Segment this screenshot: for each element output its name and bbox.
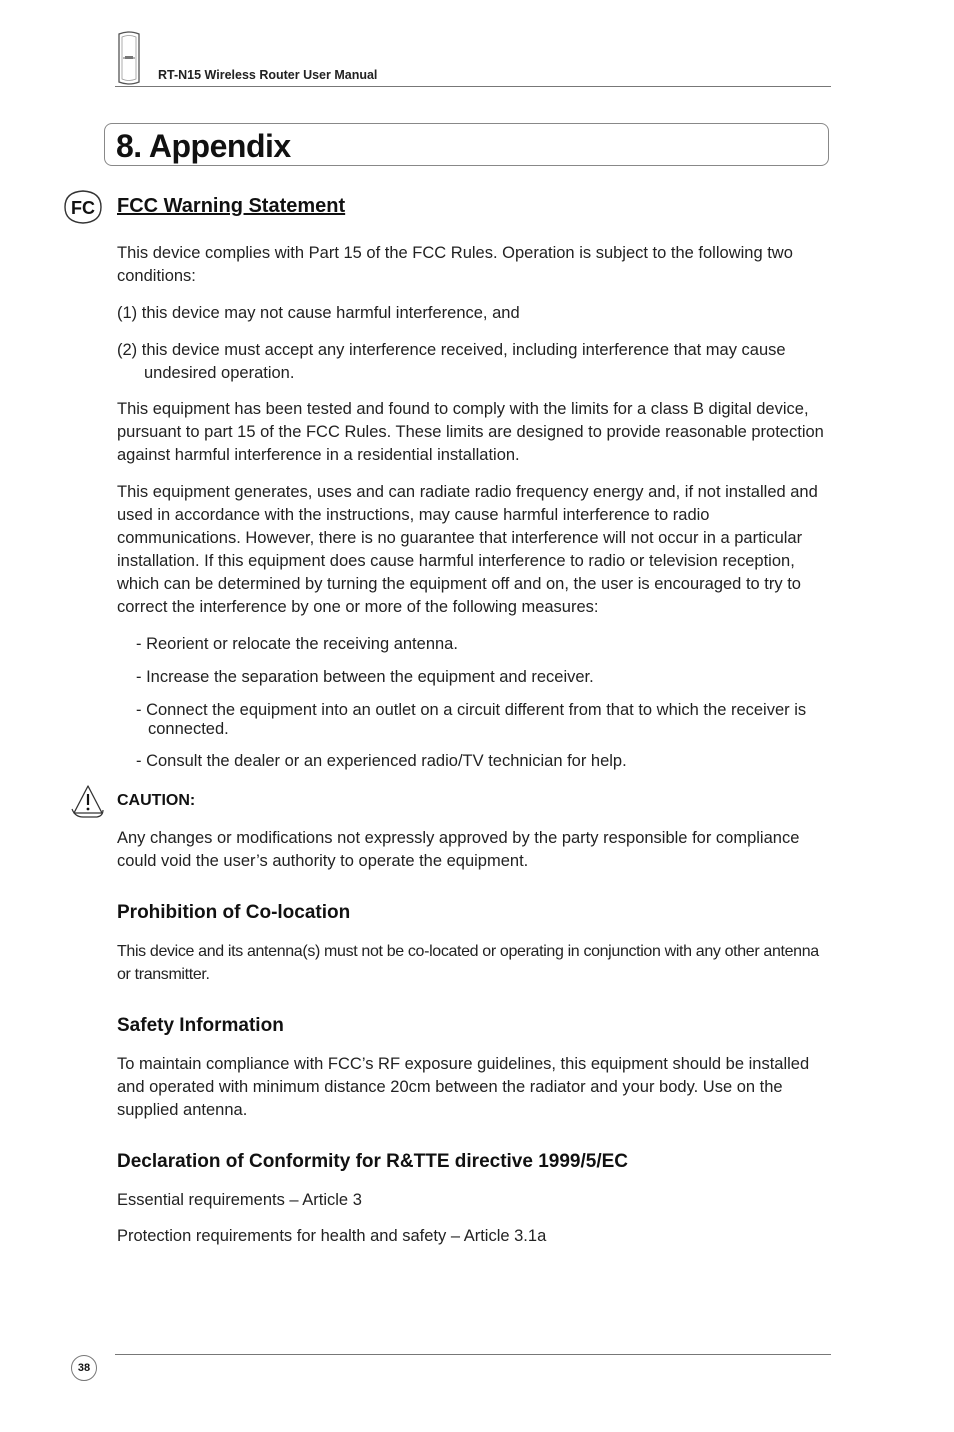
measure-item: - Consult the dealer or an experienced radio/TV technician for help. [136,752,627,770]
doc-heading: Declaration of Conformity for R&TTE directive 1999/5/EC [117,1151,629,1172]
fcc-paragraph-3: This equipment generates, uses and can radiate radio frequency energy and, if not installed and used in accordance with the instructions, may cause harmful interference to radio communications. However, there is no guarantee that interference will not occur in a particular installation. If this equipment does cause harmful interference to radio or television reception, which can be determined by turning the equipment off and on, the user is encouraged to try to correct the interference by one or more of the following measures: [117,483,818,616]
fcc-paragraph-1: This device complies with Part 15 of the FCC Rules. Operation is subject to the following two conditions: [117,244,793,285]
fcc-paragraph-2: This equipment has been tested and found to comply with the limits for a class B digital device, pursuant to part 15 of the FCC Rules. These limits are designed to provide reasonable protection against harmful interference in a residential installation. [117,400,824,464]
safety-text: To maintain compliance with FCC’s RF exposure guidelines, this equipment should be installed and operated with minimum distance 20cm between the radiator and your body. Use on the supplied antenna. [117,1055,810,1119]
fcc-logo-icon [61,188,105,226]
caution-label: CAUTION: [117,792,196,809]
colocation-heading: Prohibition of Co-location [117,902,351,923]
measure-item: - Reorient or relocate the receiving antenna. [136,635,458,653]
footer-divider [115,1354,831,1355]
colocation-text: This device and its antenna(s) must not be co-located or operating in conjunction with any other antenna or transmitter. [117,943,819,983]
router-icon [113,30,145,88]
chapter-title: 8. Appendix [116,128,291,164]
fcc-logo-text: FC [71,198,95,218]
doc-line-2: Protection requirements for health and safety – Article 3.1a [117,1227,547,1245]
page-number: 38 [71,1355,97,1381]
manual-title: RT-N15 Wireless Router User Manual [158,68,378,82]
caution-hand-icon [71,783,105,819]
measure-item: - Increase the separation between the equipment and receiver. [136,668,594,686]
doc-line-1: Essential requirements – Article 3 [117,1191,362,1209]
measure-item: - Connect the equipment into an outlet on a circuit different from that to which the receiver is connected. [136,701,807,738]
safety-heading: Safety Information [117,1015,284,1036]
fcc-condition-1: (1) this device may not cause harmful interference, and [117,304,520,322]
header-divider [115,86,831,87]
caution-text: Any changes or modifications not expressly approved by the party responsible for compliance could void the user’s authority to operate the equipment. [117,829,800,870]
fcc-condition-2: (2) this device must accept any interference received, including interference that may cause undesired operation. [117,341,786,382]
fcc-warning-heading: FCC Warning Statement [117,195,346,217]
